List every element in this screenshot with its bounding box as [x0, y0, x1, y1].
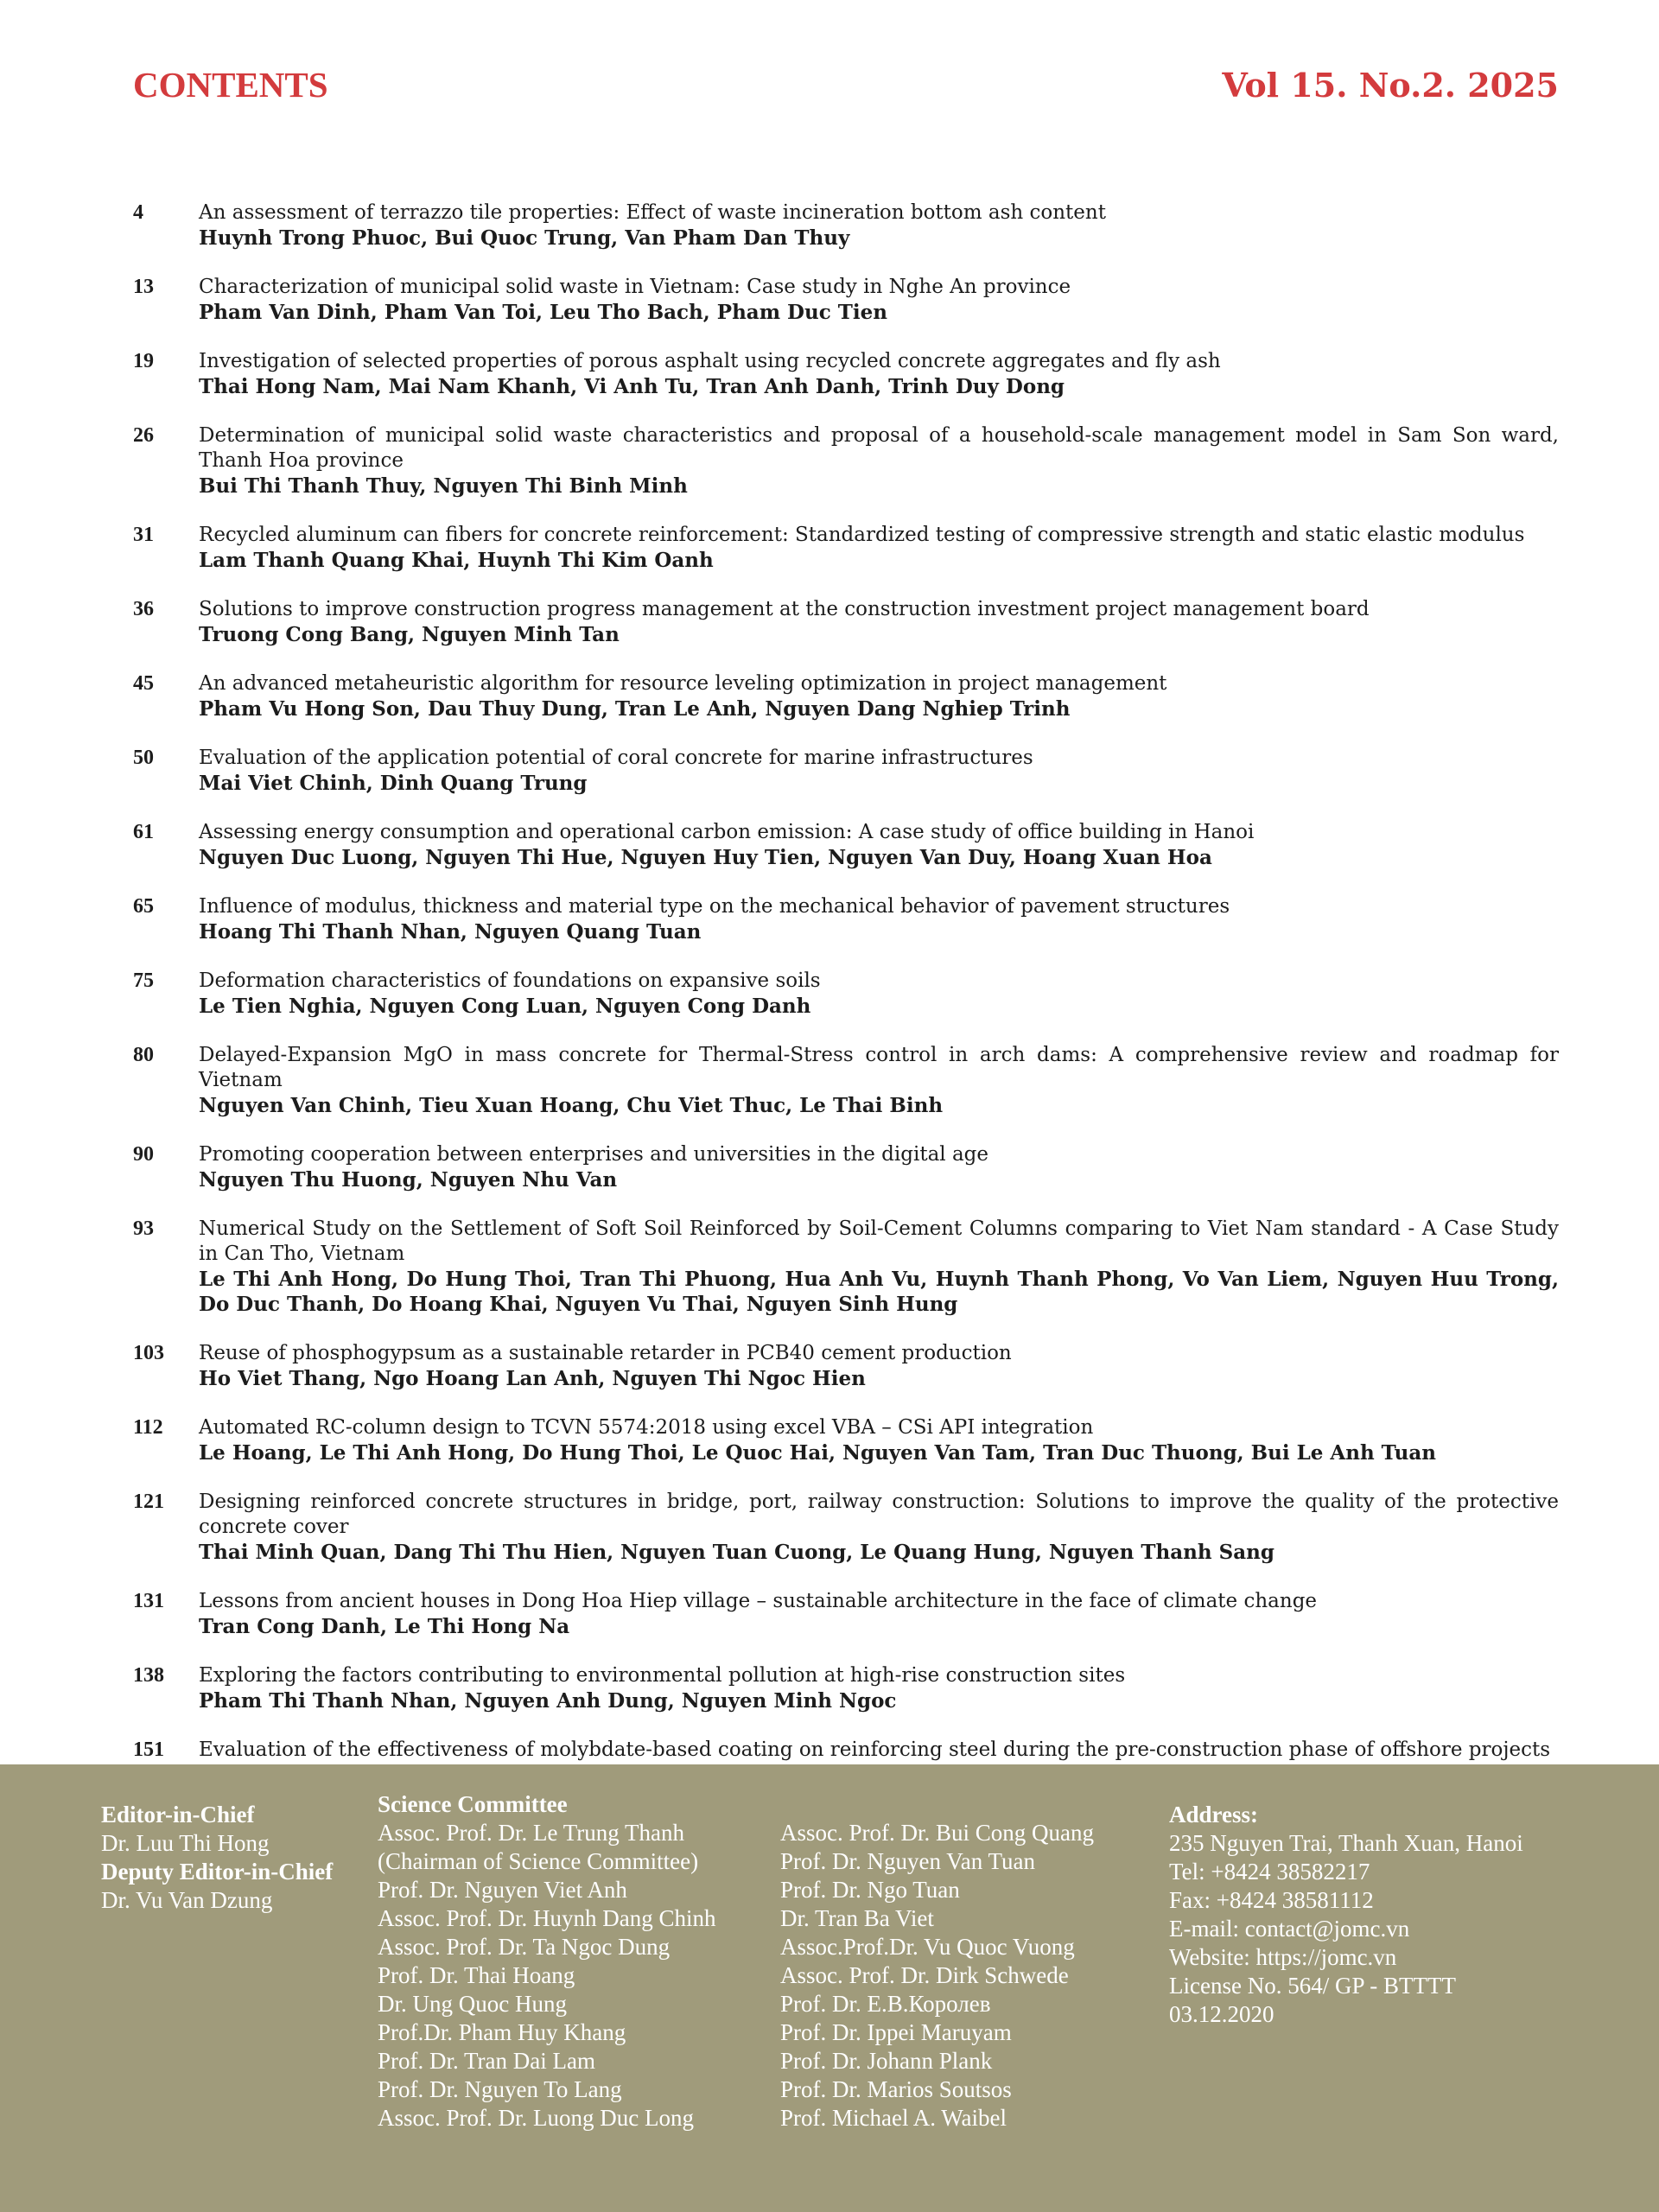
toc-page-number: 36	[133, 598, 154, 620]
article-title: Promoting cooperation between enterprises and universities in the digital age	[199, 1143, 989, 1166]
article-title: Numerical Study on the Settlement of Soft Soil Reinforced by Soil-Cement Columns comparing to Viet Nam standard - A Case Study in Can Tho, Vietnam	[199, 1217, 1559, 1265]
committee-list-2	[780, 1819, 1094, 2133]
article-authors: Mai Viet Chinh, Dinh Quang Trung	[199, 772, 588, 795]
toc-page-number: 131	[133, 1590, 164, 1612]
toc-entry	[133, 349, 1559, 399]
article-title: Lessons from ancient houses in Dong Hoa Hiep village – sustainable architecture in the face of climate change	[199, 1590, 1318, 1612]
article-title: An advanced metaheuristic algorithm for resource leveling optimization in project management	[199, 672, 1167, 695]
address-line: 03.12.2020	[1169, 2001, 1274, 2027]
toc-page-number: 138	[133, 1664, 164, 1687]
toc-entry-body	[199, 1415, 1559, 1465]
volume-label: Vol 15. No.2. 2025	[1222, 66, 1559, 105]
address-line: Fax: +8424 38581112	[1169, 1887, 1374, 1913]
toc-entry	[133, 597, 1559, 647]
article-authors: Thai Hong Nam, Mai Nam Khanh, Vi Anh Tu, Tran Anh Danh, Trinh Duy Dong	[199, 375, 1065, 398]
committee-member: Prof. Dr. Thai Hoang	[378, 1962, 575, 1988]
toc-entry	[133, 820, 1559, 870]
toc-entry	[133, 275, 1559, 325]
toc-entry	[133, 1663, 1559, 1713]
address-line: Website: https://jomc.vn	[1169, 1944, 1397, 1970]
article-title: Automated RC-column design to TCVN 5574:2018 using excel VBA – CSi API integration	[199, 1416, 1094, 1439]
toc-entry-body	[199, 969, 1559, 1019]
toc-entry	[133, 423, 1559, 499]
toc-entry	[133, 671, 1559, 721]
editor-in-chief-name: Dr. Luu Thi Hong	[101, 1830, 270, 1856]
toc-entry-body	[199, 1217, 1559, 1317]
address-line: License No. 564/ GP - BTTTT	[1169, 1973, 1456, 1999]
editor-in-chief-label: Editor-in-Chief	[101, 1802, 255, 1827]
article-authors: Lam Thanh Quang Khai, Huynh Thi Kim Oanh	[199, 549, 714, 572]
toc-entry	[133, 1415, 1559, 1465]
article-title: Assessing energy consumption and operational carbon emission: A case study of office building in Hanoi	[199, 821, 1255, 843]
toc-page-number: 151	[133, 1738, 164, 1761]
toc-page-number: 121	[133, 1491, 164, 1513]
article-authors: Huynh Trong Phuoc, Bui Quoc Trung, Van Pham Dan Thuy	[199, 226, 850, 250]
committee-member: Assoc.Prof.Dr. Vu Quoc Vuong	[780, 1934, 1075, 1960]
committee-member: Assoc. Prof. Dr. Le Trung Thanh	[378, 1820, 685, 1846]
toc-entry-body	[199, 894, 1559, 944]
toc-page-number: 19	[133, 350, 154, 372]
article-title: Characterization of municipal solid waste in Vietnam: Case study in Nghe An province	[199, 276, 1071, 298]
toc-page-number: 13	[133, 276, 154, 298]
footer-panel	[0, 1764, 1659, 2212]
article-authors: Le Hoang, Le Thi Anh Hong, Do Hung Thoi, Le Quoc Hai, Nguyen Van Tam, Tran Duc Thuong, Bui Le Anh Tuan	[199, 1441, 1437, 1465]
article-title: An assessment of terrazzo tile properties: Effect of waste incineration bottom ash content	[199, 201, 1106, 224]
toc-entry-body	[199, 671, 1559, 721]
article-authors: Pham Thi Thanh Nhan, Nguyen Anh Dung, Nguyen Minh Ngoc	[199, 1689, 897, 1713]
article-authors: Tran Cong Danh, Le Thi Hong Na	[199, 1615, 570, 1638]
committee-member: Prof. Dr. Marios Soutsos	[780, 2076, 1012, 2102]
toc-entry-body	[199, 200, 1559, 251]
toc-page-number: 93	[133, 1217, 154, 1240]
article-title: Designing reinforced concrete structures in bridge, port, railway construction: Solutions to improve the quality of the protective concrete cover	[199, 1491, 1559, 1538]
toc-entry-body	[199, 1142, 1559, 1192]
toc-page-number: 90	[133, 1143, 154, 1166]
toc-entry-body	[199, 1043, 1559, 1118]
committee-member: Prof.Dr. Pham Huy Khang	[378, 2019, 626, 2045]
committee-member: Prof. Dr. Johann Plank	[780, 2048, 993, 2074]
toc-page-number: 50	[133, 747, 154, 769]
committee-member: Assoc. Prof. Dr. Huynh Dang Chinh	[378, 1905, 716, 1931]
toc-page-number: 80	[133, 1044, 154, 1066]
toc-entry-body	[199, 746, 1559, 796]
toc-page-number: 103	[133, 1342, 164, 1364]
article-authors: Le Tien Nghia, Nguyen Cong Luan, Nguyen Cong Danh	[199, 995, 811, 1018]
article-title: Investigation of selected properties of porous asphalt using recycled concrete aggregates and fly ash	[199, 350, 1221, 372]
toc-entry-body	[199, 1341, 1559, 1391]
committee-member: Prof. Dr. E.B.Королев	[780, 1991, 991, 2017]
article-title: Determination of municipal solid waste characteristics and proposal of a household-scale management model in Sam Son ward, Thanh Hoa province	[199, 424, 1559, 472]
address-line: 235 Nguyen Trai, Thanh Xuan, Hanoi	[1169, 1830, 1523, 1856]
address-column	[1169, 1801, 1523, 2029]
article-title: Evaluation of the effectiveness of molybdate-based coating on reinforcing steel during the pre-construction phase of offshore projects	[199, 1738, 1551, 1761]
toc-entry	[133, 1341, 1559, 1391]
article-title: Delayed-Expansion MgO in mass concrete for Thermal-Stress control in arch dams: A comprehensive review and roadmap for Vietnam	[199, 1044, 1559, 1091]
committee-member: Prof. Michael A. Waibel	[780, 2105, 1007, 2131]
article-title: Influence of modulus, thickness and material type on the mechanical behavior of pavement structures	[199, 895, 1230, 918]
article-authors: Hoang Thi Thanh Nhan, Nguyen Quang Tuan	[199, 920, 702, 944]
toc-page-number: 112	[133, 1416, 163, 1439]
toc-entry	[133, 746, 1559, 796]
address-line: Tel: +8424 38582217	[1169, 1859, 1370, 1885]
toc-entry	[133, 1490, 1559, 1565]
toc-entry	[133, 894, 1559, 944]
article-authors: Pham Van Dinh, Pham Van Toi, Leu Tho Bach, Pham Duc Tien	[199, 301, 887, 324]
science-committee-column-2	[780, 1819, 1094, 2133]
science-committee-label: Science Committee	[378, 1791, 568, 1817]
toc-page-number: 26	[133, 424, 154, 447]
toc-entry-body	[199, 1490, 1559, 1565]
address-list	[1169, 1829, 1523, 2029]
article-authors: Nguyen Van Chinh, Tieu Xuan Hoang, Chu Viet Thuc, Le Thai Binh	[199, 1094, 944, 1117]
committee-member: Assoc. Prof. Dr. Ta Ngoc Dung	[378, 1934, 671, 1960]
toc-entry-body	[199, 275, 1559, 325]
toc-entry	[133, 1217, 1559, 1317]
toc-page-number: 31	[133, 524, 154, 546]
toc-page-number: 75	[133, 969, 154, 992]
toc-entry-body	[199, 349, 1559, 399]
toc-entry-body	[199, 820, 1559, 870]
committee-member: Prof. Dr. Nguyen Viet Anh	[378, 1877, 627, 1903]
toc-entry	[133, 1043, 1559, 1118]
address-line: E-mail: contact@jomc.vn	[1169, 1916, 1410, 1942]
toc-page-number: 45	[133, 672, 154, 695]
address-label: Address:	[1169, 1802, 1259, 1827]
article-title: Recycled aluminum can fibers for concrete reinforcement: Standardized testing of compressive strength and static elastic modulus	[199, 524, 1525, 546]
toc-entry	[133, 200, 1559, 251]
toc-entry-body	[199, 1589, 1559, 1639]
committee-member: Prof. Dr. Ippei Maruyam	[780, 2019, 1012, 2045]
article-authors: Truong Cong Bang, Nguyen Minh Tan	[199, 623, 620, 646]
committee-list-1	[378, 1819, 716, 2133]
article-authors: Ho Viet Thang, Ngo Hoang Lan Anh, Nguyen Thi Ngoc Hien	[199, 1367, 866, 1390]
toc-page-number: 61	[133, 821, 154, 843]
toc-entry-body	[199, 423, 1559, 499]
committee-member: Assoc. Prof. Dr. Bui Cong Quang	[780, 1820, 1094, 1846]
committee-member: (Chairman of Science Committee)	[378, 1848, 699, 1874]
article-authors: Le Thi Anh Hong, Do Hung Thoi, Tran Thi Phuong, Hua Anh Vu, Huynh Thanh Phong, Vo Van Liem, Nguyen Huu Trong, Do Duc Thanh, Do Hoang Khai, Nguyen Vu Thai, Nguyen Sinh Hung	[199, 1268, 1559, 1316]
toc-entry	[133, 523, 1559, 573]
deputy-editor-name: Dr. Vu Van Dzung	[101, 1887, 273, 1913]
page-header	[133, 64, 1559, 105]
toc-entry	[133, 1589, 1559, 1639]
article-authors: Bui Thi Thanh Thuy, Nguyen Thi Binh Minh	[199, 474, 688, 498]
toc-page-number: 4	[133, 201, 143, 224]
toc-entry-body	[199, 523, 1559, 573]
article-title: Solutions to improve construction progress management at the construction investment project management board	[199, 598, 1370, 620]
article-title: Reuse of phosphogypsum as a sustainable retarder in PCB40 cement production	[199, 1342, 1012, 1364]
page-title: CONTENTS	[133, 65, 328, 105]
committee-member: Assoc. Prof. Dr. Dirk Schwede	[780, 1962, 1069, 1988]
table-of-contents	[133, 200, 1559, 1812]
article-authors: Pham Vu Hong Son, Dau Thuy Dung, Tran Le Anh, Nguyen Dang Nghiep Trinh	[199, 697, 1071, 721]
article-authors: Nguyen Thu Huong, Nguyen Nhu Van	[199, 1168, 618, 1192]
committee-member: Prof. Dr. Ngo Tuan	[780, 1877, 960, 1903]
article-title: Deformation characteristics of foundations on expansive soils	[199, 969, 821, 992]
article-title: Exploring the factors contributing to environmental pollution at high-rise construction sites	[199, 1664, 1126, 1687]
committee-member: Prof. Dr. Tran Dai Lam	[378, 2048, 595, 2074]
toc-entry	[133, 969, 1559, 1019]
toc-entry-body	[199, 1663, 1559, 1713]
article-authors: Thai Minh Quan, Dang Thi Thu Hien, Nguyen Tuan Cuong, Le Quang Hung, Nguyen Thanh Sang	[199, 1541, 1274, 1564]
committee-member: Dr. Ung Quoc Hung	[378, 1991, 567, 2017]
editors-column	[101, 1801, 333, 1915]
science-committee-column-1	[378, 1790, 716, 2133]
committee-member: Assoc. Prof. Dr. Luong Duc Long	[378, 2105, 694, 2131]
article-authors: Nguyen Duc Luong, Nguyen Thi Hue, Nguyen Huy Tien, Nguyen Van Duy, Hoang Xuan Hoa	[199, 846, 1212, 869]
committee-member: Prof. Dr. Nguyen Van Tuan	[780, 1848, 1036, 1874]
committee-member: Dr. Tran Ba Viet	[780, 1905, 934, 1931]
committee-member: Prof. Dr. Nguyen To Lang	[378, 2076, 622, 2102]
toc-entry-body	[199, 597, 1559, 647]
article-title: Evaluation of the application potential of coral concrete for marine infrastructures	[199, 747, 1033, 769]
toc-entry	[133, 1142, 1559, 1192]
deputy-editor-label: Deputy Editor-in-Chief	[101, 1859, 334, 1885]
toc-page-number: 65	[133, 895, 154, 918]
